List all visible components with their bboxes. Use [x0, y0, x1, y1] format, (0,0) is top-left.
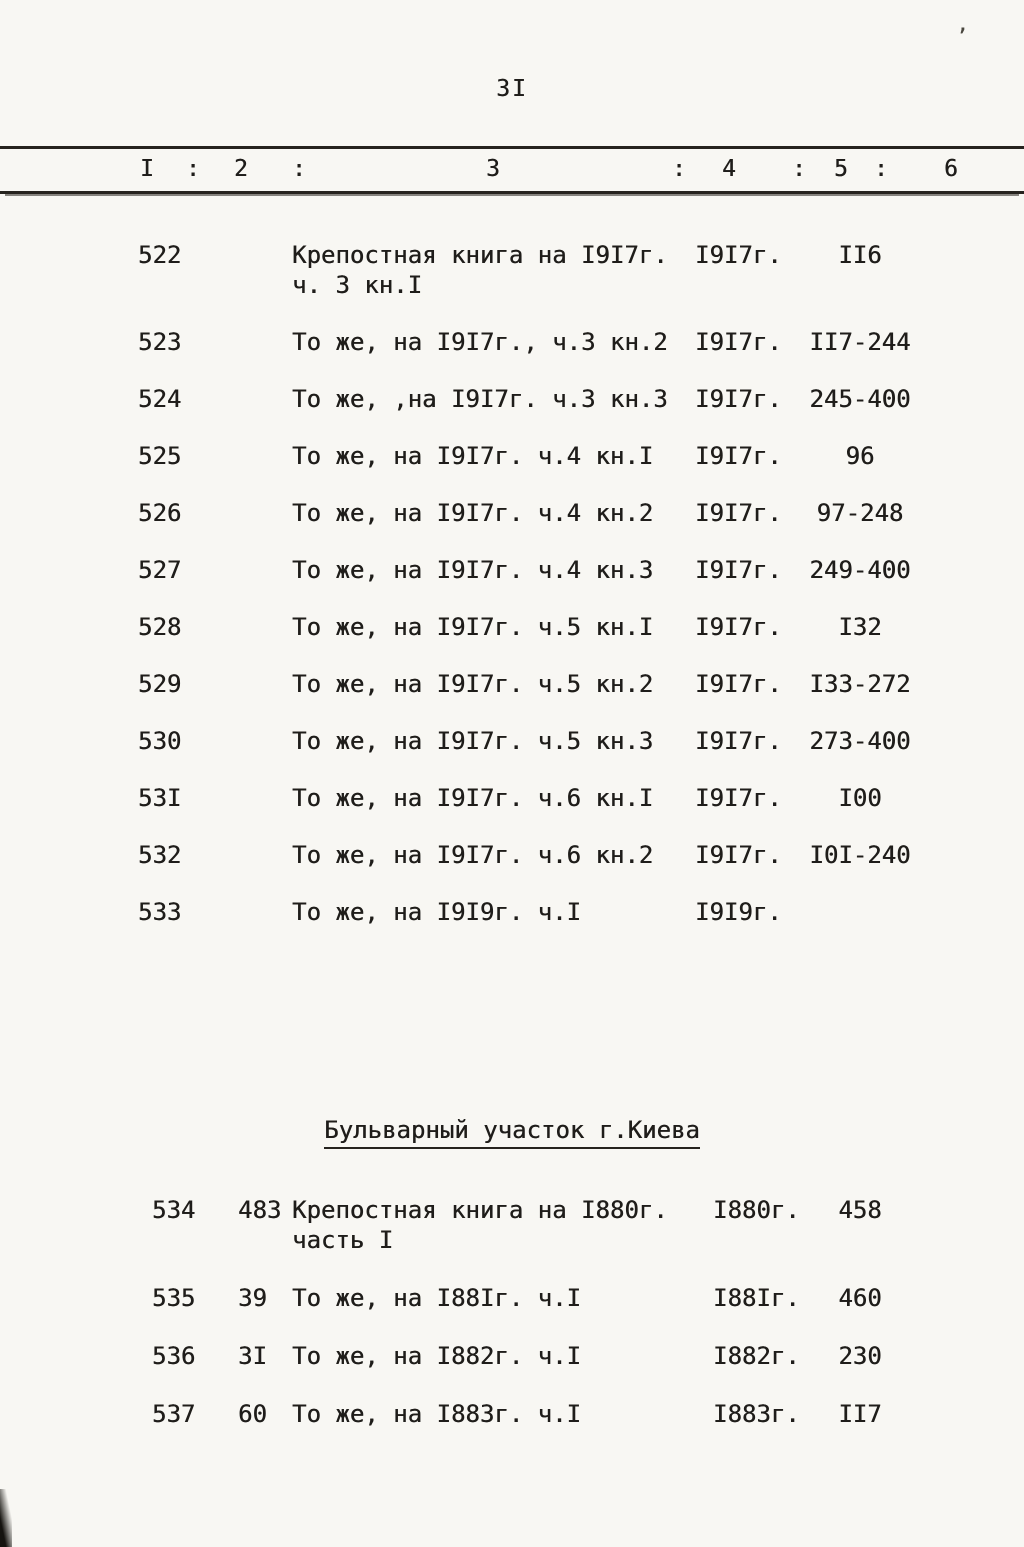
- cell-title: [292, 1283, 695, 1313]
- table-row: [0, 669, 1024, 699]
- cell-year: I9I7г.: [695, 784, 782, 812]
- cell-pages: 96: [845, 442, 875, 470]
- cell-title: [292, 498, 695, 528]
- cell-pages: I00: [838, 784, 882, 812]
- table-header: [0, 146, 1024, 194]
- cell-pages: 458: [838, 1196, 882, 1224]
- column-header-1: I: [140, 156, 154, 182]
- column-separator: :: [874, 156, 888, 182]
- table-section: [0, 240, 1024, 927]
- cell-title-line: То же, на I9I9г. ч.I: [292, 898, 581, 926]
- cell-title-line: Крепостная книга на I880г.: [292, 1196, 668, 1224]
- table-row: [0, 840, 1024, 870]
- cell-old-number: 60: [238, 1400, 267, 1428]
- cell-entry-number: 537: [152, 1400, 196, 1428]
- cell-title: [292, 441, 695, 471]
- cell-entry-number: 528: [138, 613, 182, 641]
- cell-title-line: часть I: [292, 1226, 394, 1254]
- section-heading: [0, 1115, 1024, 1145]
- cell-entry-number: 536: [152, 1342, 196, 1370]
- cell-entry-number: 523: [138, 328, 182, 356]
- cell-title: [292, 612, 695, 642]
- cell-entry-number: 530: [138, 727, 182, 755]
- cell-title-line: То же, на I9I7г. ч.4 кн.3: [292, 556, 654, 584]
- cell-old-number: 483: [238, 1196, 282, 1224]
- cell-year: I883г.: [713, 1400, 800, 1428]
- table-body: [0, 240, 1024, 1457]
- cell-year: I9I7г.: [695, 241, 782, 269]
- table-row: [0, 498, 1024, 528]
- table-row: [0, 897, 1024, 927]
- cell-pages: I32: [838, 613, 882, 641]
- cell-entry-number: 529: [138, 670, 182, 698]
- column-separator: :: [672, 156, 686, 182]
- column-header-3: 3: [486, 156, 500, 182]
- cell-year: I9I7г.: [695, 727, 782, 755]
- cell-pages: 249-400: [809, 556, 911, 584]
- cell-title: [292, 897, 695, 927]
- column-header-2: 2: [234, 156, 248, 182]
- cell-entry-number: 534: [152, 1196, 196, 1224]
- cell-old-number: 3I: [238, 1342, 267, 1370]
- column-header-5: 5: [834, 156, 848, 182]
- table-section: [0, 1115, 1024, 1429]
- cell-title: [292, 555, 695, 585]
- cell-title-line: То же, на I9I7г. ч.4 кн.2: [292, 499, 654, 527]
- cell-pages: 230: [838, 1342, 882, 1370]
- cell-year: I88Iг.: [713, 1284, 800, 1312]
- cell-year: I880г.: [713, 1196, 800, 1224]
- cell-pages: 460: [838, 1284, 882, 1312]
- cell-pages: 273-400: [809, 727, 911, 755]
- cell-pages: 245-400: [809, 385, 911, 413]
- cell-pages: 97-248: [816, 499, 904, 527]
- cell-year: I9I7г.: [695, 841, 782, 869]
- cell-title: [292, 240, 695, 300]
- cell-year: I9I7г.: [695, 499, 782, 527]
- cell-year: I9I9г.: [695, 898, 782, 926]
- cell-pages: I33-272: [809, 670, 911, 698]
- cell-title: [292, 384, 695, 414]
- cell-title-line: То же, на I9I7г. ч.6 кн.2: [292, 841, 654, 869]
- cell-entry-number: 53I: [138, 784, 182, 812]
- table-row: [0, 726, 1024, 756]
- cell-pages: II6: [838, 241, 882, 269]
- cell-title-line: ч. 3 кн.I: [292, 271, 423, 299]
- cell-title-line: То же, на I9I7г. ч.5 кн.2: [292, 670, 654, 698]
- cell-entry-number: 535: [152, 1284, 196, 1312]
- cell-pages: II7-244: [809, 328, 911, 356]
- cell-year: I882г.: [713, 1342, 800, 1370]
- column-header-4: 4: [722, 156, 736, 182]
- cell-year: I9I7г.: [695, 328, 782, 356]
- cell-title-line: То же, на I9I7г. ч.4 кн.I: [292, 442, 654, 470]
- cell-title: [292, 726, 695, 756]
- cell-year: I9I7г.: [695, 442, 782, 470]
- cell-pages: I0I-240: [809, 841, 911, 869]
- table-row: [0, 1283, 1024, 1313]
- cell-title: [292, 783, 695, 813]
- cell-title-line: Крепостная книга на I9I7г.: [292, 241, 668, 269]
- column-separator: :: [792, 156, 806, 182]
- section-heading-text: Бульварный участок г.Киева: [324, 1116, 700, 1149]
- cell-title: [292, 1341, 695, 1371]
- table-row: [0, 612, 1024, 642]
- cell-title-line: То же, на I88Iг. ч.I: [292, 1284, 581, 1312]
- column-separator: :: [186, 156, 200, 182]
- table-row: [0, 1399, 1024, 1429]
- table-row: [0, 240, 1024, 300]
- table-row: [0, 1195, 1024, 1255]
- cell-entry-number: 527: [138, 556, 182, 584]
- table-row: [0, 327, 1024, 357]
- cell-title: [292, 327, 695, 357]
- cell-entry-number: 533: [138, 898, 182, 926]
- cell-entry-number: 522: [138, 241, 182, 269]
- cell-year: I9I7г.: [695, 613, 782, 641]
- cell-title-line: То же, ,на I9I7г. ч.3 кн.3: [292, 385, 668, 413]
- cell-entry-number: 526: [138, 499, 182, 527]
- cell-title: [292, 669, 695, 699]
- scan-artifact-mark: ’: [956, 24, 969, 48]
- cell-title-line: То же, на I9I7г. ч.5 кн.3: [292, 727, 654, 755]
- cell-year: I9I7г.: [695, 556, 782, 584]
- cell-title-line: То же, на I9I7г. ч.5 кн.I: [292, 613, 654, 641]
- cell-entry-number: 524: [138, 385, 182, 413]
- cell-entry-number: 525: [138, 442, 182, 470]
- cell-title-line: То же, на I882г. ч.I: [292, 1342, 581, 1370]
- cell-entry-number: 532: [138, 841, 182, 869]
- cell-title-line: То же, на I9I7г., ч.3 кн.2: [292, 328, 668, 356]
- table-row: [0, 783, 1024, 813]
- cell-year: I9I7г.: [695, 385, 782, 413]
- cell-old-number: 39: [238, 1284, 267, 1312]
- cell-title: [292, 1399, 695, 1429]
- table-row: [0, 384, 1024, 414]
- table-row: [0, 555, 1024, 585]
- cell-year: I9I7г.: [695, 670, 782, 698]
- column-separator: :: [292, 156, 306, 182]
- page-number: 3I: [496, 76, 528, 102]
- cell-title-line: То же, на I9I7г. ч.6 кн.I: [292, 784, 654, 812]
- table-row: [0, 1341, 1024, 1371]
- cell-title-line: То же, на I883г. ч.I: [292, 1400, 581, 1428]
- column-header-6: 6: [944, 156, 958, 182]
- cell-title: [292, 840, 695, 870]
- table-row: [0, 441, 1024, 471]
- scan-corner-smudge: [0, 1489, 12, 1547]
- cell-pages: II7: [838, 1400, 882, 1428]
- cell-title: [292, 1195, 695, 1255]
